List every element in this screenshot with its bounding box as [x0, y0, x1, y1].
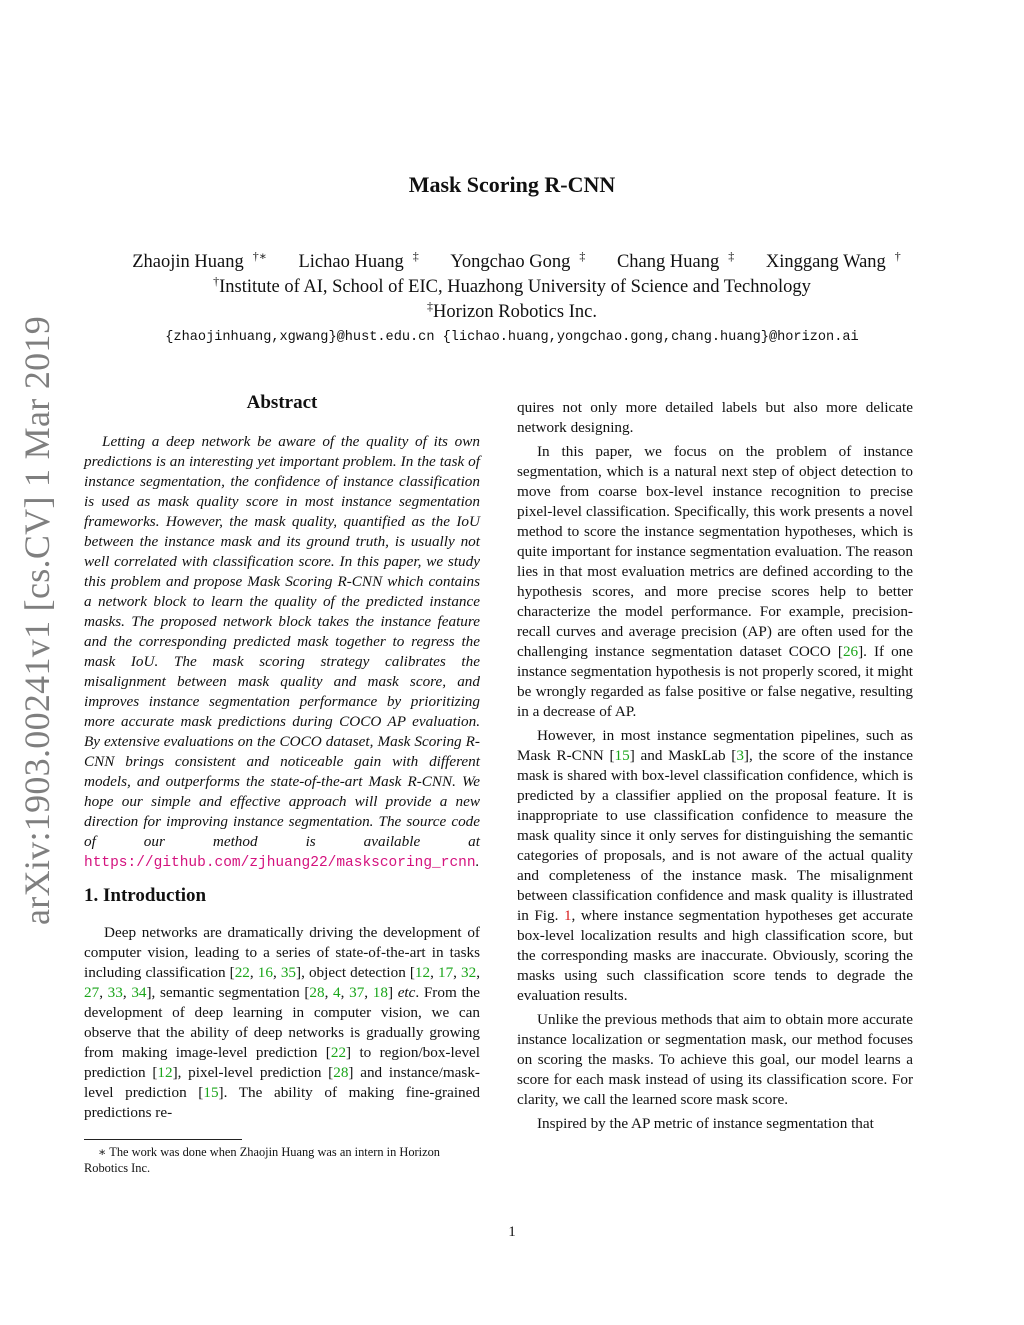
citation-link[interactable]: 28: [333, 1064, 349, 1081]
abstract-heading: Abstract: [246, 392, 318, 413]
citation-link[interactable]: 18: [372, 984, 388, 1001]
page-number: 1: [508, 1224, 516, 1240]
citation-link[interactable]: 37: [349, 984, 365, 1001]
body-paragraph: quires not only more detailed labels but also more delicate network designing.: [517, 399, 913, 436]
citation-link[interactable]: 32: [461, 964, 477, 981]
citation-link[interactable]: 15: [203, 1084, 219, 1101]
citation-link[interactable]: 17: [437, 964, 454, 981]
introduction-heading: 1. Introduction: [84, 885, 207, 906]
citation-link[interactable]: 26: [842, 643, 859, 660]
footnote: ∗ The work was done when Zhaojin Huang was an intern in Horizon Robotics Inc.: [84, 1145, 440, 1175]
affiliation: ‡Horizon Robotics Inc.: [427, 299, 597, 322]
citation-link[interactable]: 16: [257, 964, 273, 981]
body-paragraph: Unlike the previous methods that aim to obtain more accurate instance localization or segmentation mask, our method focuses on scoring the masks. To achieve this goal, our model learns a score for each mask instead of using its classification score. For clarity, we call the learned score mask score.: [517, 1011, 913, 1108]
author: Lichao Huang ‡: [298, 249, 419, 272]
abstract-text: Letting a deep network be aware of the quality of its own predictions is an interesting yet important problem. In the task of instance segmentation, the confidence of instance classification is used as mask quality score in most instance segmentation frameworks. However, the mask quality, quantified as the IoU between the instance mask and its ground truth, is usually not well correlated with classification score. In this paper, we study this problem and propose Mask Scoring R-CNN which contains a network block to learn the quality of the predicted instance masks. The proposed network block takes the instance feature and the corresponding predicted mask together to regress the mask IoU. The mask scoring strategy calibrates the misalignment between mask quality and mask score, and improves instance segmentation performance by prioritizing more accurate mask predictions during COCO AP evaluation. By extensive evaluations on the COCO dataset, Mask Scoring R-CNN brings consistent and noticeable gain with different models, and outperforms the state-of-the-art Mask R-CNN. We hope our simple and effective approach will provide a new direction for improving instance segmentation. The source code of our method is available at https://github.com/zjhuang22/maskscoring_rcnn.: [84, 433, 480, 871]
citation-link[interactable]: 22: [330, 1044, 347, 1061]
right-column: [517, 398, 913, 1138]
body-paragraph: However, in most instance segmentation pipelines, such as Mask R-CNN [15] and MaskLab [3], the score of the instance mask is shared with box-level classification confidence, which is predicted by a classifier applied on the proposal feature. It is inappropriate to use classification confidence to measure the mask quality since it only serves for distinguishing the semantic categories of proposals, and is not aware of the actual quality and completeness of the instance mask. The misalignment between classification confidence and mask quality is illustrated in Fig. 1, where instance segmentation hypotheses get accurate box-level localization results and high classification score, but the corresponding masks are inaccurate. Obviously, scoring the masks using such classification score tends to degrade the evaluation results.: [517, 727, 914, 1004]
citation-link[interactable]: 4: [333, 984, 341, 1001]
footnote-divider: [84, 1139, 242, 1140]
citation-link[interactable]: 28: [309, 984, 325, 1001]
author: Yongchao Gong ‡: [450, 249, 586, 272]
author: Chang Huang ‡: [616, 249, 735, 272]
author: Zhaojin Huang †∗: [132, 249, 267, 272]
body-paragraph: In this paper, we focus on the problem of instance segmentation, which is a natural next step of object detection to move from coarse box-level instance recognition to precise pixel-level classification. Specifically, this work presents a novel method to score the instance segmentation hypotheses, which is quite important for instance segmentation evaluation. The reason lies in that most evaluation metrics are defined according to the hypothesis scores, and more precise scores help to better characterize the model performance. For example, precision-recall curves and average precision (AP) are often used for the challenging instance segmentation dataset COCO [26]. If one instance segmentation hypothesis is not properly scored, it might be wrongly regarded as false positive or false negative, resulting in a decrease of AP.: [517, 443, 913, 720]
paper-title: Mask Scoring R-CNN: [408, 172, 616, 197]
citation-link[interactable]: 34: [131, 984, 147, 1001]
figure-reference-link[interactable]: 1: [563, 907, 572, 924]
author-list: [0, 250, 1024, 275]
author-block: [0, 250, 1024, 325]
citation-link[interactable]: 15: [614, 747, 630, 764]
citation-link[interactable]: 12: [414, 964, 431, 981]
author-emails: {zhaojinhuang,xgwang}@hust.edu.cn {lichao.huang,yongchao.gong,chang.huang}@horizon.ai: [165, 330, 859, 345]
affiliation: †Institute of AI, School of EIC, Huazhong University of Science and Technology: [213, 274, 811, 297]
citation-link[interactable]: 12: [157, 1064, 173, 1081]
left-column: [84, 392, 480, 1176]
citation-link[interactable]: 35: [280, 964, 297, 981]
author: Xinggang Wang †: [765, 249, 901, 272]
citation-link[interactable]: 22: [234, 964, 250, 981]
introduction-paragraph: Deep networks are dramatically driving the development of computer vision, leading to a series of state-of-the-art in tasks including classification [22, 16, 35], object detection [12, 17, 32, 27, 33, 34], semantic segmentation [28, 4, 37, 18] etc. From the development of deep learning in computer vision, we can observe that the ability of deep networks is gradually growing from making image-level prediction [22] to region/box-level prediction [12], pixel-level prediction [28] and instance/mask-level prediction [15]. The ability of making fine-grained predictions re-: [84, 924, 481, 1121]
citation-link[interactable]: 27: [84, 984, 100, 1001]
source-code-link[interactable]: https://github.com/zjhuang22/maskscoring_rcnn: [84, 855, 476, 871]
body-paragraph: Inspired by the AP metric of instance segmentation that: [537, 1115, 874, 1132]
italic-text: etc: [397, 984, 416, 1001]
citation-link[interactable]: 33: [107, 984, 123, 1001]
citation-link[interactable]: 3: [736, 747, 744, 764]
arxiv-identifier-stamp: arXiv:1903.00241v1 [cs.CV] 1 Mar 2019: [17, 315, 57, 925]
